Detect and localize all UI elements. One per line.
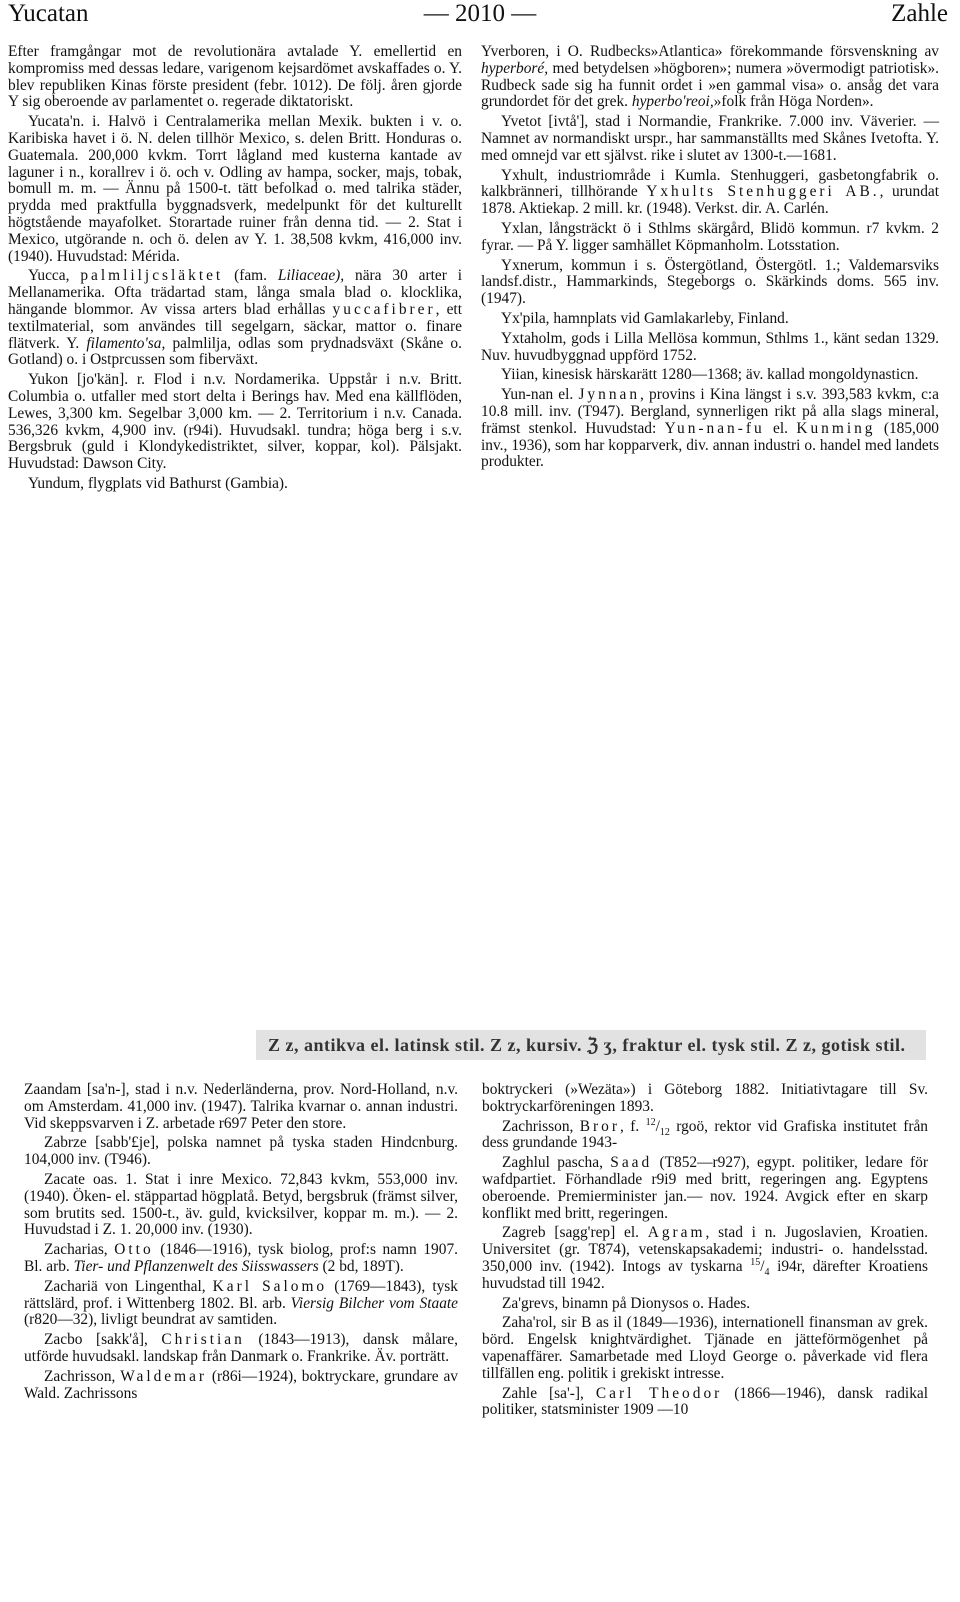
entry-yucca: Yucca, palmliljcsläktet (fam. Liliaceae), nära 30 arter i Mellanamerika. Ofta trädartad stam, långa smala blad o. klocklika, hängande blommor. Av vissa arters blad erhållas yuccafibrer, ett textilmaterial, som användes till segelgarn, säckar, mattor o. finare flätverk. Y. filamento'sa, palmlilja, odlas som prydnadsväxt (Skåne o. Gotland) o. i Ostprcussen som fiberväxt. xyxy=(8,267,462,369)
entry-zaharoff: Zaha'rol, sir B as il (1849—1936), internationell finansman av grek. börd. Engelsk knightvärdighet. Tjänade en jätteförmögenhet på vapenaffärer. Samarbetade med Lloyd George o. påverkade vid flera tillfällen eng. politik i grekiskt intresse. xyxy=(482,1314,928,1382)
entry-zacharias: Zacharias, Otto (1846—1916), tysk biolog, prof:s namn 1907. Bl. arb. Tier- und Pflanzenwelt des Siisswassers (2 bd, 189T). xyxy=(24,1241,458,1275)
entry-zagreus: Za'grevs, binamn på Dionysos o. Hades. xyxy=(502,1294,751,1312)
entry-yxhult: Yxhult, industriområde i Kumla. Stenhuggeri, gasbetongfabrik o. kalkbränneri, tillhörande Yxhults Stenhuggeri AB., urundat 1878. Aktiekap. 2 mill. kr. (1948). Verkst. dir. A. Carlén. xyxy=(481,166,939,218)
entry-yun-nan: Yun-nan el. Jynnan, provins i Kina längst i s.v. 393,583 kvkm, c:a 10.8 mill. inv. (T947). Bergland, synnerligen rikt på alla slags mineral, främst stenkol. Huvudstad: Yun-nan-fu el. Kunming (185,000 inv., 1936), som har kopparverk, div. annan industri o. handel med landets produkter. xyxy=(481,386,940,471)
entry-zachrisson-waldemar-cont: boktryckeri (»Wezäta») i Göteborg 1882. Initiativtagare till Sv. boktryckarföreningen 1893. xyxy=(482,1081,928,1115)
entry-zahle: Zahle [sa'-], Carl Theodor (1866—1946), dansk radikal politiker, statsminister 1909 —10 xyxy=(482,1384,928,1419)
column-bottom-left xyxy=(24,1082,458,1405)
entry-zagreb: Zagreb [sagg'rep] el. Agram, stad i n. Jugoslavien, Kroatien. Universitet (gr. T874), vetenskapsakademi; industri- o. handelsstad. 350,000 inv. (1942). Intogs av tyskarna $^{15}/_4$ i94r, därefter Kroatiens huvudstad till 1942. xyxy=(482,1224,928,1292)
entry-zacharia: Zachariä von Lingenthal, Karl Salomo (1769—1843), tysk rättslärd, prof. i Wittenberg 1802. Bl. arb. Viersig Bilcher vom Staate (r820—32), livligt beundrat av samtiden. xyxy=(24,1277,458,1329)
entry-zachrisson-waldemar: Zachrisson, Waldemar (r86i—1924), boktryckare, grundare av Wald. Zachrissons xyxy=(24,1367,458,1402)
column-bottom-right xyxy=(482,1082,928,1422)
entry-zaghlul: Zaghlul pascha, Saad (T852—r927), egypt. politiker, ledare för wafdpartiet. Förhandlade r9i9 med britt, regeringen ang. Egyptens oberoende. Premierminister jan.— nov. 1924. Avgick efter en skarp konflikt med britt, regeringen. xyxy=(482,1154,928,1222)
entry-yverboren: Yverboren, i O. Rudbecks»Atlantica» förekommande försvenskning av hyperboré, med betydelsen »högboren»; numera »övermodigt patriotisk». Rudbeck sade sig ha funnit ordet i »en gammal visa» o. ansåg det vara grundordet för det grek. hyperbo'reoi,»folk från Höga Norden». xyxy=(481,43,939,111)
entry-zaandam: Zaandam [sa'n-], stad i n.v. Nederländerna, prov. Nord-Holland, n.v. om Amsterdam. 41,000 inv. (1947). Talrika kvarnar o. annan industri. Vid skeppsvarven i Z. arbetade r697 Peter den store. xyxy=(24,1081,458,1132)
entry-yukon: Yukon [jo'kän]. r. Flod i n.v. Nordamerika. Uppstår i n.v. Britt. Columbia o. utfaller med stort delta i Berings hav. Med ena källflöden, Lewes, 3,300 km. Segelbar 3,000 km. — 2. Territorium i n.v. Canada. 536,326 kvkm, 4,900 inv. (r94i). Huvudsakl. tundra; höga berg i s.v. Bergsbruk (guld i Klondykedistriktet, silver, koppar, kol). Pälsjakt. Huvudstad: Dawson City. xyxy=(8,371,462,473)
header-right-keyword: Zahle xyxy=(891,0,948,27)
entry-zachrisson-bror: Zachrisson, Bror, f. $^{12}/_{12}$ rgoö, rektor vid Grafiska institutet från dess grundande 1943- xyxy=(482,1116,928,1152)
entry-yxlan: Yxlan, långsträckt ö i Sthlms skärgård, Blidö kommun. r7 kvkm. 2 fyrar. — På Y. ligger samhället Köpmanholm. Lotsstation. xyxy=(481,219,939,254)
entry-yxpila: Yx'pila, hamnplats vid Gamlakarleby, Finland. xyxy=(501,309,789,327)
page-header xyxy=(0,0,960,34)
letter-z-font-samples-banner: Z z, antikva el. latinsk stil. Z z, kursiv. ℨ ʒ, fraktur el. tysk stil. Z z, gotisk stil. xyxy=(256,1030,926,1060)
entry-yuan-shikai-cont: Efter framgångar mot de revolutionära avtalade Y. emellertid en kompromiss med dessas ledare, varigenom kejsardömet avskaffades o. Y. blev republiken Kinas förste president (febr. 1012). De följ. åren gjorde Y sig oberoende av parlamentet o. regerade diktatoriskt. xyxy=(8,43,462,111)
entry-zacho: Zacbo [sakk'å], Christian (1843—1913), dansk målare, utförde huvudsakl. landskap från Danmark o. Frankrike. Äv. porträtt. xyxy=(24,1331,458,1365)
page-number: — 2010 — xyxy=(423,0,537,27)
column-top-right xyxy=(481,44,939,474)
header-left-keyword: Yucatan xyxy=(8,0,89,27)
entry-yvetot: Yvetot [ivtå'], stad i Normandie, Frankrike. 7.000 inv. Väverier. — Namnet av normandiskt urspr., har sammanställts med Skånes Ivetofta. Y. med omnejd var ett självst. rike i slutet av 1300-t.—1681. xyxy=(481,113,939,164)
entry-zabrze: Zabrze [sabb'£je], polska namnet på tyska staden Hindcnburg. 104,000 inv. (T946). xyxy=(24,1134,458,1169)
column-top-left xyxy=(8,44,462,496)
entry-zacatecas: Zacate oas. 1. Stat i inre Mexico. 72,843 kvkm, 553,000 inv. (1940). Öken- el. stäppartad högplatå. Betyd, bergsbruk (främst silver, som brutits sed. 1500-t., äv. guld, kvicksilver, koppar m. m.). — 2. Huvudstad i Z. 1. 20,000 inv. (1930). xyxy=(24,1170,458,1239)
entry-yiian: Yiian, kinesisk härskarätt 1280—1368; äv. kallad mongoldynasticn. xyxy=(501,366,919,384)
entry-yucatan: Yucata'n. i. Halvö i Centralamerika mellan Mexik. bukten i v. o. Karibiska havet i ö. N. delen tillhör Mexico, s. delen Britt. Honduras o. Guatemala. 200,000 kvkm. Torrt lågland med kusterna kantade av laguner i n., korallrev i ö. och v. Odling av hampa, socker, majs, tobak, bomull m. m. — Ännu på 1500-t. tätt befolkad o. med talrika städer, prydda med praktfulla byggnadsverk, medelpunkt för det kulturellt högtstående mayafolket. Storartade ruiner från denna tid. — 2. Stat i Mexico, utgörande n. och ö. delen av Y. 1. 38,508 kvkm, 416,000 inv. (1940). Huvudstad: Mérida. xyxy=(8,113,462,265)
entry-yxnerum: Yxnerum, kommun i s. Östergötland, Östergötl. 1.; Valdemarsviks landsf.distr., Hammarkinds, Stegeborgs o. Skärkinds doms. 565 inv. (1947). xyxy=(481,256,939,308)
entry-yxtaholm: Yxtaholm, gods i Lilla Mellösa kommun, Sthlms 1., känt sedan 1329. Nuv. huvudbyggnad uppförd 1752. xyxy=(481,329,939,364)
entry-yundum: Yundum, flygplats vid Bathurst (Gambia). xyxy=(28,474,288,492)
